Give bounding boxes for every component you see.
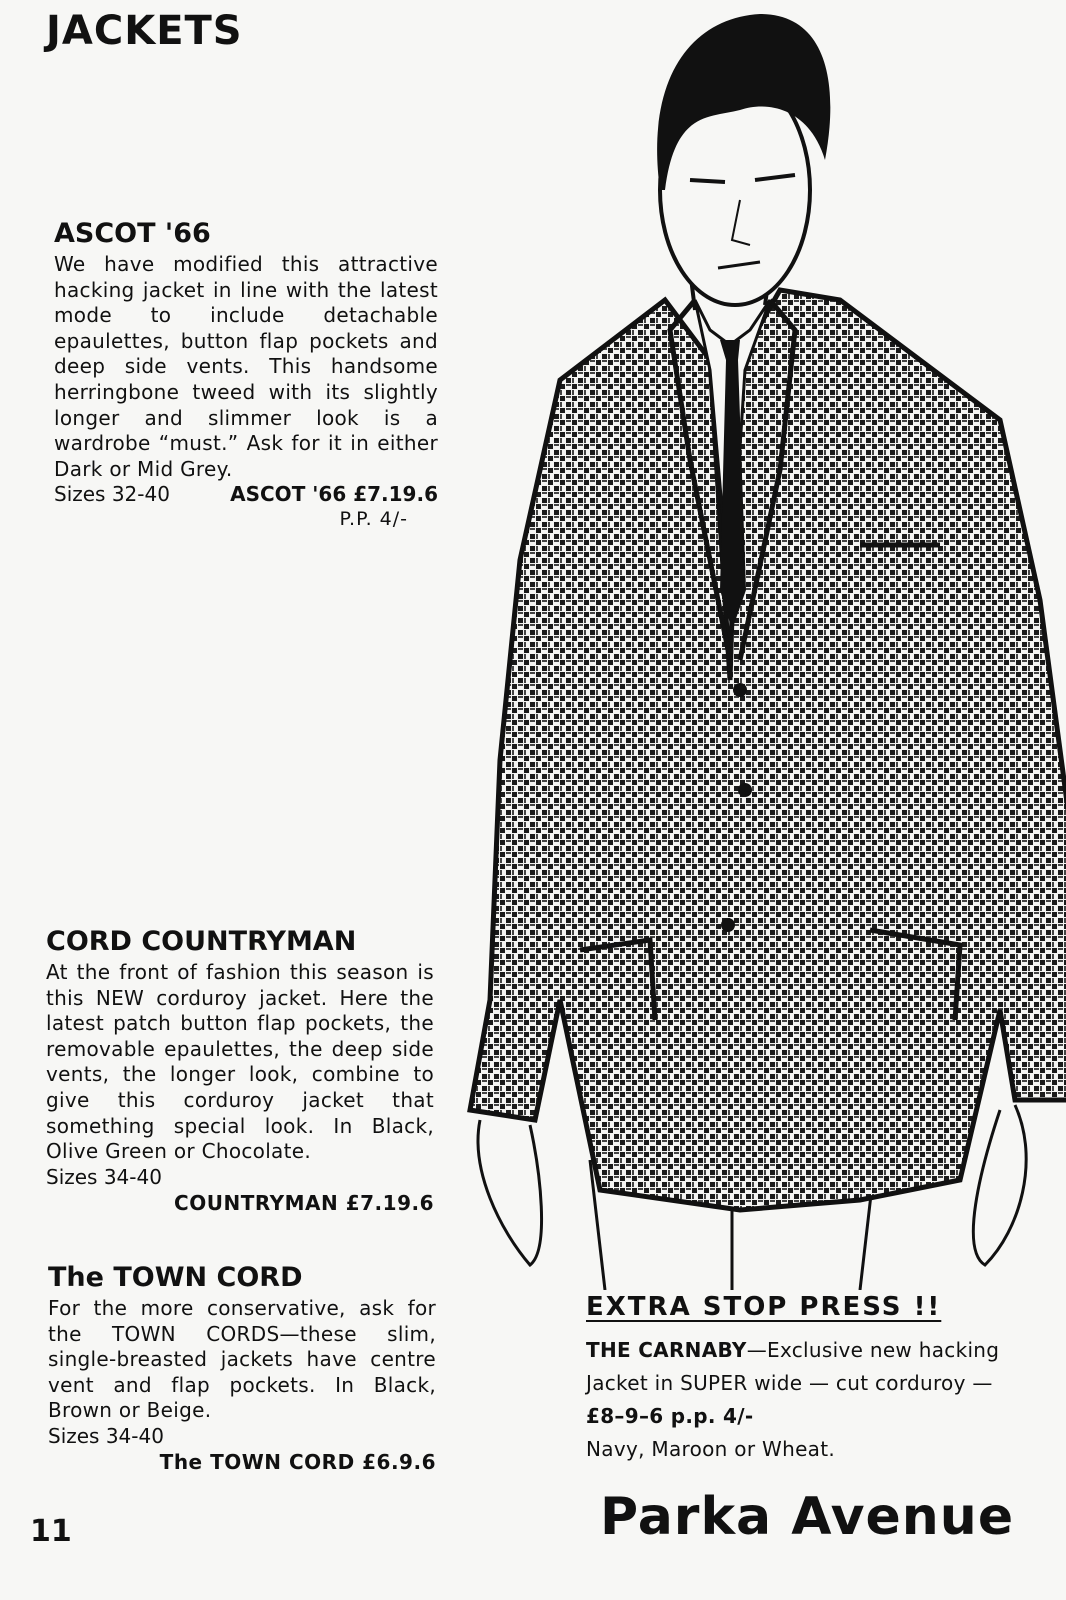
ascot-price: ASCOT '66 £7.19.6 [230, 482, 438, 507]
ascot-title: ASCOT '66 [54, 218, 211, 249]
stop-press-colours: Navy, Maroon or Wheat. [586, 1437, 836, 1461]
town-cord-title [48, 1262, 436, 1294]
countryman-title: CORD COUNTRYMAN [46, 926, 357, 957]
ascot-block [54, 218, 438, 531]
stop-press-price: £8–9–6 [586, 1404, 664, 1428]
town-cord-title-main: TOWN CORD [113, 1262, 303, 1293]
page-number: 11 [30, 1514, 72, 1549]
stop-press-block [586, 1292, 1006, 1466]
town-cord-block [48, 1262, 436, 1475]
ascot-description: We have modified this attractive hacking jacket in line with the latest mode to include detachable epaulettes, button flap pockets and deep side vents. This handsome herringbone tweed with its slightly longer and slimmer look is a wardrobe “must.” Ask for it in either Dark or Mid Grey. [54, 252, 438, 481]
town-cord-price: The TOWN CORD £6.9.6 [159, 1449, 436, 1474]
town-cord-sizes-row [48, 1424, 436, 1449]
countryman-price: COUNTRYMAN £7.19.6 [174, 1190, 434, 1215]
ascot-postage: P.P. 4/- [339, 508, 408, 531]
section-title: JACKETS [46, 8, 243, 54]
countryman-sizes: Sizes 34-40 [46, 1164, 162, 1189]
ascot-sizes: Sizes 32-40 [54, 482, 170, 507]
countryman-block [46, 926, 434, 1216]
stop-press-title: EXTRA STOP PRESS !! [586, 1292, 942, 1322]
countryman-sizes-row [46, 1165, 434, 1190]
town-cord-sizes: Sizes 34-40 [48, 1423, 164, 1448]
town-cord-title-prefix: The [48, 1262, 114, 1293]
stop-press-postage: p.p. 4/- [663, 1404, 754, 1428]
jacket-illustration [440, 0, 1066, 1290]
stop-press-product: THE CARNABY [586, 1338, 747, 1362]
ascot-sizes-price-row [54, 482, 438, 507]
town-cord-description: For the more conservative, ask for the TOWN CORDS—these slim, single-breasted jackets have centre vent and flap pockets. In Black, Brown or Beige. [48, 1296, 436, 1423]
stop-press-description: —Exclusive new hacking Jacket in SUPER wide — cut corduroy — [586, 1338, 1000, 1395]
stop-press-text [586, 1334, 1006, 1466]
countryman-description: At the front of fashion this season is this NEW corduroy jacket. Here the latest patch button flap pockets, the removable epaulettes, the deep side vents, the longer look, combine to give this corduroy jacket that something special look. In Black, Olive Green or Chocolate. [46, 960, 434, 1164]
brand-name: Parka Avenue [600, 1487, 1015, 1547]
